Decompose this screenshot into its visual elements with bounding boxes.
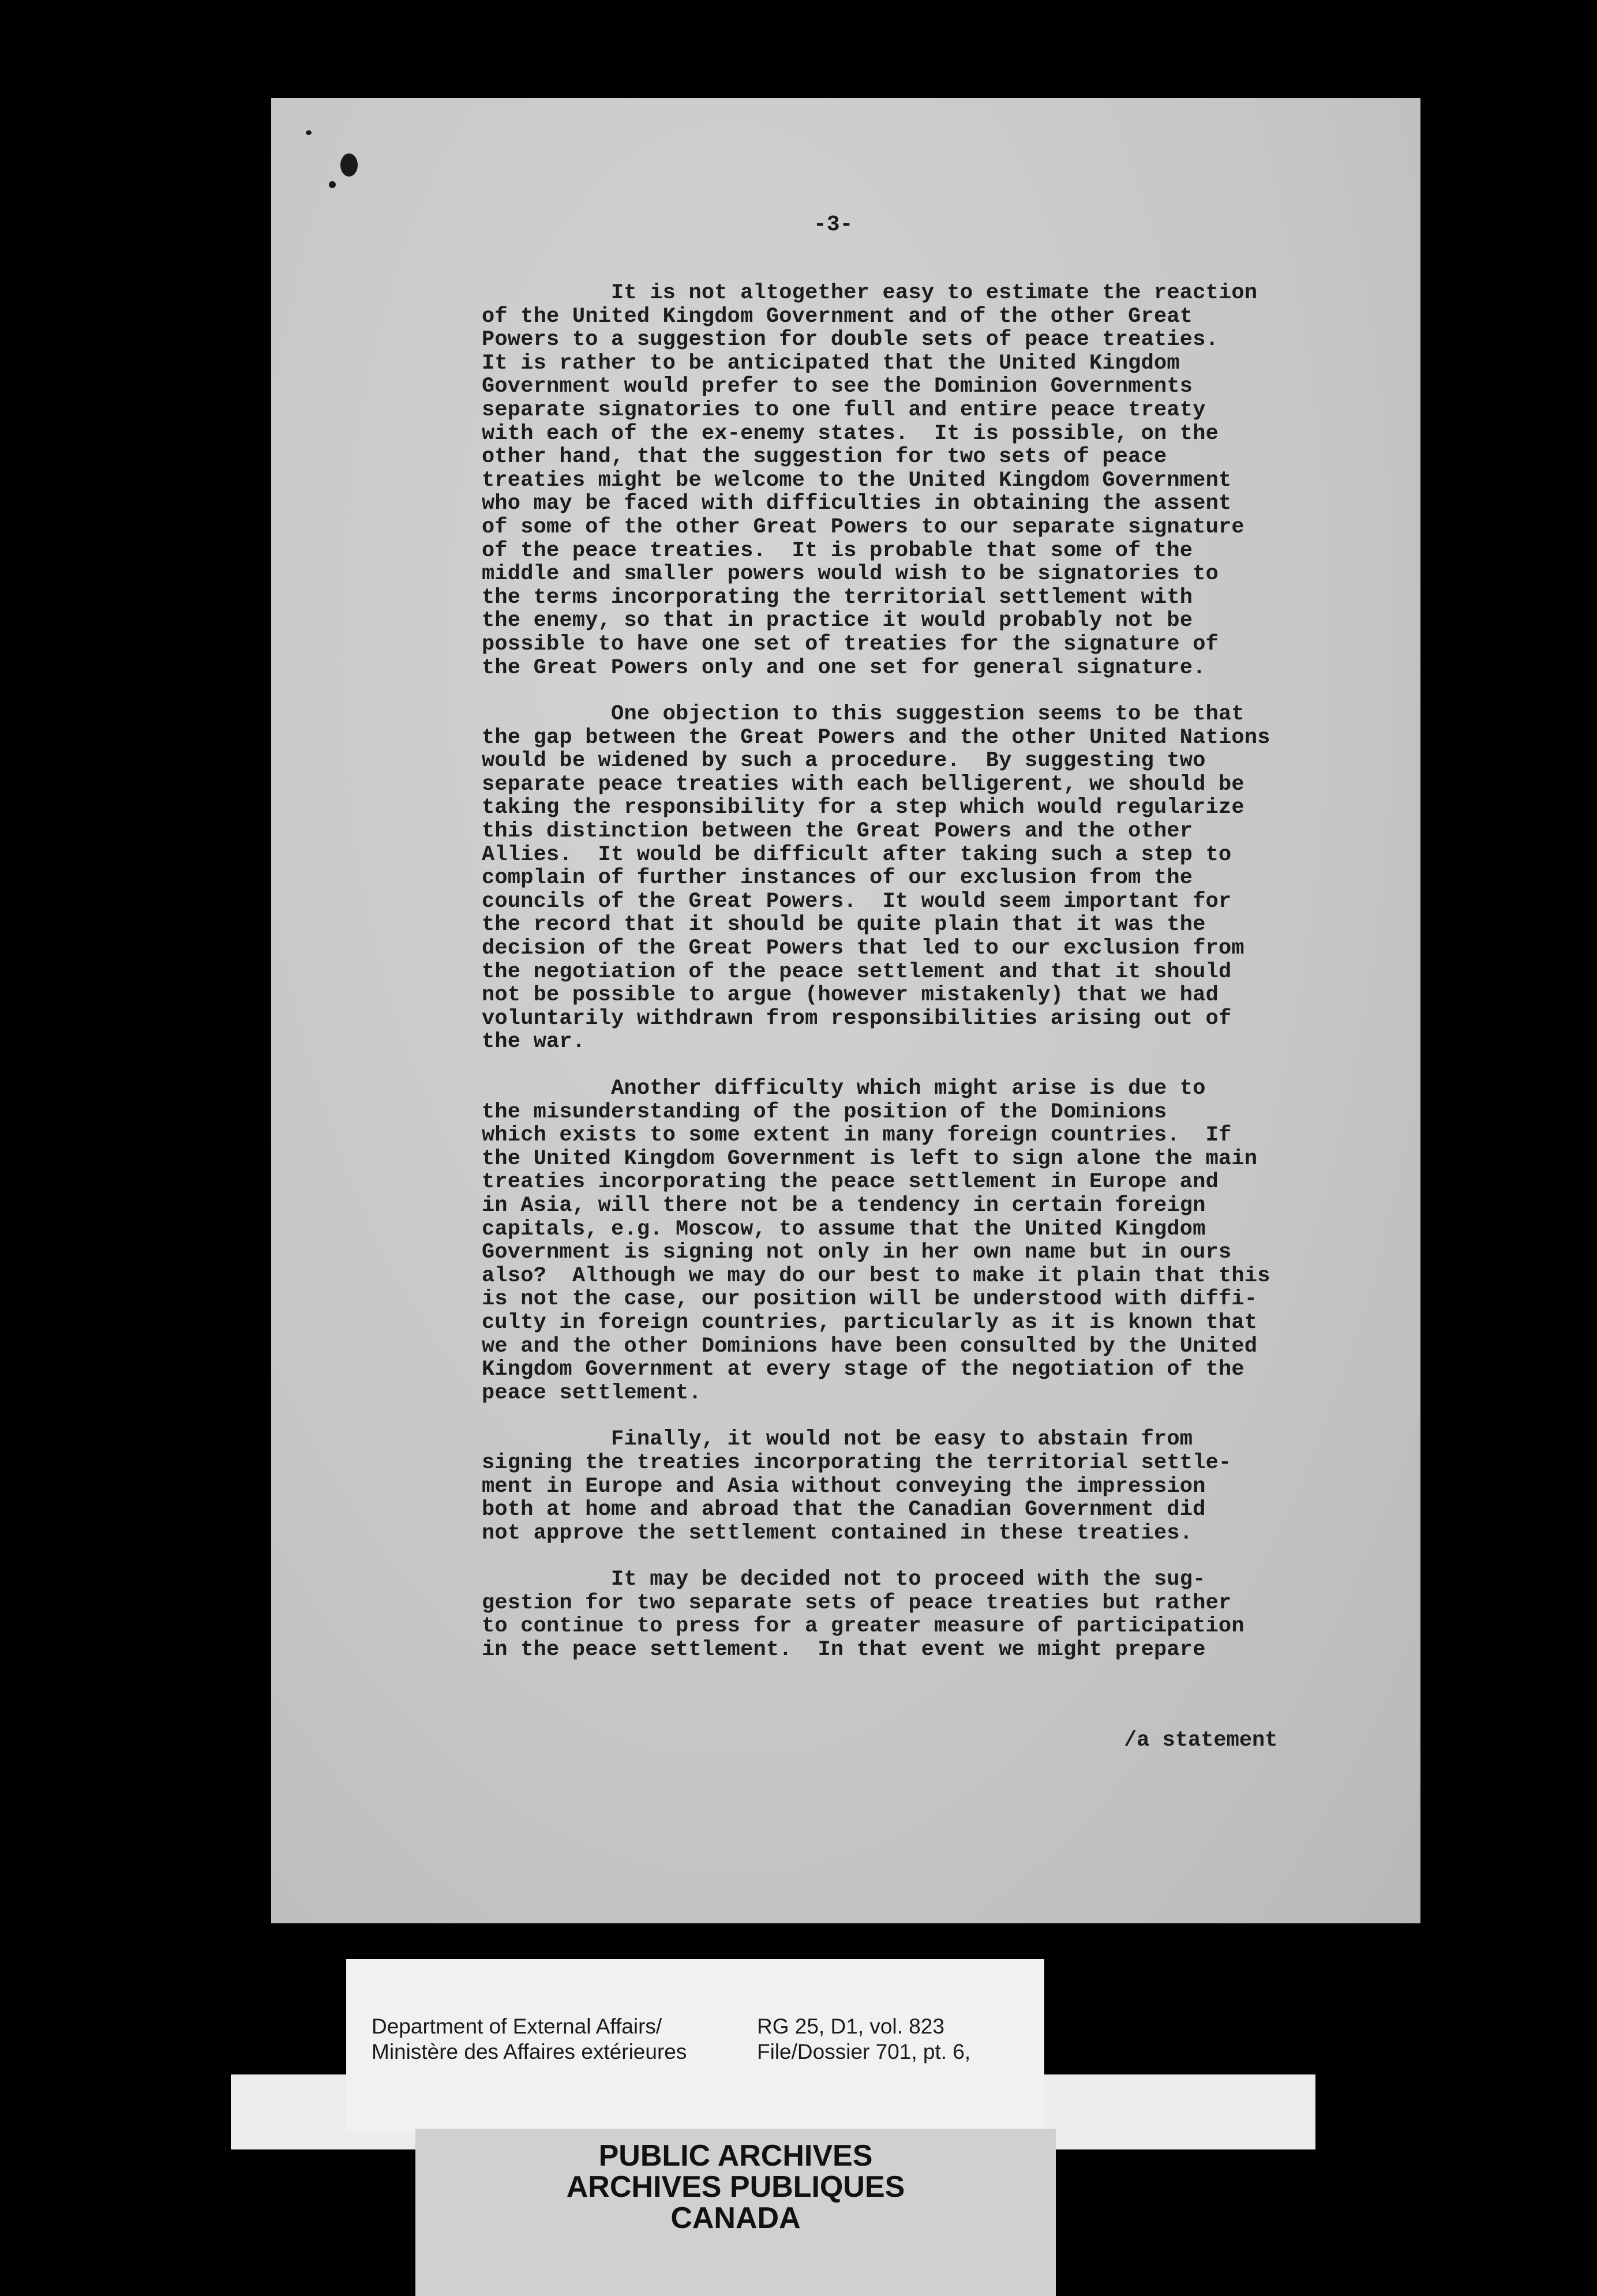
paragraph: It is not altogether easy to estimate the reaction of the United Kingdom Government and of the other Great Powers to a suggestion for double sets of peace treaties. It is rather to be anticipated that the United Kingdom Government would prefer to see the Dominion Governments separate signatories to one full and entire peace treaty with each of the ex-enemy states. It is possible, on the other hand, that the suggestion for two sets of peace treaties might be welcome to the United Kingdom Government who may be faced with difficulties in obtaining the assent of some of the other Great Powers to our separate signature of the peace treaties. It is probable that some of the middle and smaller powers would wish to be signatories to the terms incorporating the territorial settlement with the enemy, so that in practice it would probably not be possible to have one set of treaties for the signature of the Great Powers only and one set for general signature. (482, 281, 1258, 680)
paragraph: It may be decided not to proceed with the sug- gestion for two separate sets of peace treaties but rather to continue to press for a greater measure of participation in the peace settlement. In that event we might prepare (482, 1567, 1244, 1663)
department-english: Department of External Affairs/ (372, 2014, 662, 2038)
catchword: /a statement (1124, 1728, 1278, 1753)
reference-volume: RG 25, D1, vol. 823 (757, 2014, 944, 2038)
reference-label (346, 1959, 1044, 2132)
paragraph: Finally, it would not be easy to abstain from signing the treaties incorporating the territorial settle- ment in Europe and Asia without conveying the impression both at home and abroad that the Canadian Government did not approve the settlement contained in these treaties. (482, 1427, 1232, 1545)
archives-stamp (438, 2140, 1033, 2234)
archives-line-3: CANADA (670, 2201, 801, 2235)
department-french: Ministère des Affaires extérieures (372, 2040, 687, 2064)
letter-body (482, 282, 1330, 1685)
ink-smudge (306, 130, 312, 135)
paragraph: One objection to this suggestion seems to be that the gap between the Great Powers and the other United Nations would be widened by such a procedure. By suggesting two separate peace treaties with each belligerent, we should be taking the responsibility for a step which would regularize this distinction between the Great Powers and the other Allies. It would be difficult after taking such a step to complain of further instances of our exclusion from the councils of the Great Powers. It would seem important for the record that it should be quite plain that it was the decision of the Great Powers that led to our exclusion from the negotiation of the peace settlement and that it should not be possible to argue (however mistakenly) that we had voluntarily withdrawn from responsibilities arising out of the war. (482, 702, 1270, 1055)
page-number: -3- (814, 212, 853, 237)
ink-smudge (340, 153, 358, 177)
archives-line-2: ARCHIVES PUBLIQUES (566, 2170, 905, 2204)
archives-line-1: PUBLIC ARCHIVES (598, 2139, 873, 2173)
paragraph: Another difficulty which might arise is due to the misunderstanding of the position of the Dominions which exists to some extent in many foreign countries. If the United Kingdom Government is left to sign alone the main treaties incorporating the peace settlement in Europe and in Asia, will there not be a tendency in certain foreign capitals, e.g. Moscow, to assume that the United Kingdom Government is signing not only in her own name but in ours also? Although we may do our best to make it plain that this is not the case, our position will be understood with diffi- culty in foreign countries, particularly as it is known that we and the other Dominions have been consulted by the United Kingdom Government at every stage of the negotiation of the peace settlement. (482, 1076, 1270, 1405)
ink-smudge (329, 181, 336, 188)
reference-file: File/Dossier 701, pt. 6, (757, 2040, 971, 2064)
